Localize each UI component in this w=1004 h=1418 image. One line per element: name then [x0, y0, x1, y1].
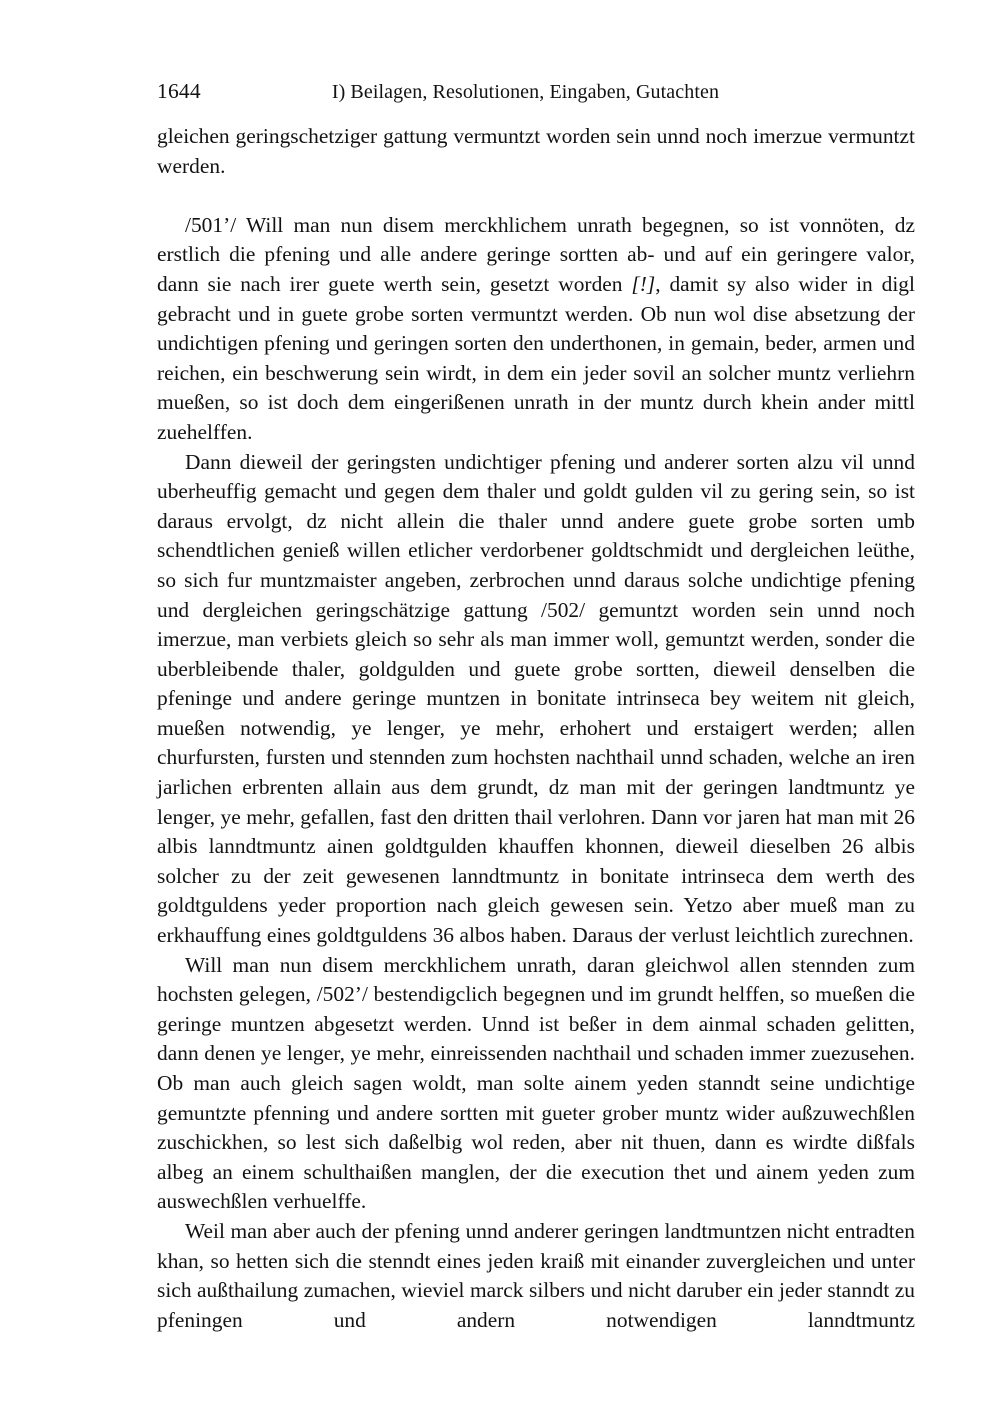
- paragraph-2-part-b: , damit sy also wider in digl gebracht und in guete grobe sorten vermuntzt werden. Ob nun wol dise absetzung der undichtigen pfening und geringen sorten den underthonen, in gemain, beder, armen und reichen, ein beschwerung sein wirdt, in dem ein jeder sovil an solcher muntz verliehrn mueßen, so ist doch dem eingerißenen unrath in der muntz durch khein ander mittl zuehelffen.: [157, 271, 915, 444]
- paragraph-2-part-a: /501’/ Will man nun disem merckhlichem unrath begegnen, so ist vonnöten, dz erstlich die pfening und alle andere geringe sortten ab- und auf ein geringere valor, dann sie nach irer guete werth sein, gesetzt worden: [157, 212, 915, 296]
- body-text-block: [157, 122, 915, 1365]
- page-number: 1644: [157, 79, 201, 103]
- paragraph-2: [157, 211, 915, 448]
- running-head: [157, 78, 915, 104]
- editorial-marker: [!]: [631, 271, 656, 296]
- paragraph-3: Dann dieweil der geringsten undichtiger pfening und anderer sorten alzu vil unnd uberheuffig gemacht und gegen dem thaler und goldt gulden vil zu gering sein, so ist daraus ervolgt, dz nicht allein die thaler unnd andere guete grobe sorten umb schendtlichen genieß willen etlicher verdorbener goldtschmidt und dergleichen leüthe, so sich fur muntzmaister angeben, zerbrochen unnd daraus solche undichtige pfening und dergleichen geringschätzige gattung /502/ gemuntzt worden sein unnd noch imerzue, man verbiets gleich so sehr als man immer woll, gemuntzt werden, sonder die uberbleibende thaler, goldgulden und guete grobe sortten, dieweil denselben die pfeninge und andere geringe muntzen in bonitate intrinseca bey weitem nit gleich, mueßen notwendig, ye lenger, ye mehr, erhohert und erstaigert werden; allen churfursten, fursten und stennden zum hochsten nachthail unnd schaden, welche an iren jarlichen erbrenten allain aus dem grundt, dz man mit der geringen landtmuntz ye lenger, ye mehr, gefallen, fast den dritten thail verlohren. Dann vor jaren hat man mit 26 albis lanndtmuntz ainen goldtgulden khauffen khonnen, dieweil dieselben 26 albis solcher zu der zeit gewesenen lanndtmuntz in bonitate intrinseca dem werth des goldtguldens yeder proportion nach gleich gewesen sein. Yetzo aber mueß man zu erkhauffung eines goldtguldens 36 albos haben. Daraus der verlust leichtlich zurechnen.: [157, 449, 915, 948]
- paragraph-4: Will man nun disem merckhlichem unrath, daran gleichwol allen stennden zum hochsten gelegen, /502’/ bestendigclich begegnen und im grundt helffen, so mueßen die geringe muntzen abgesetzt werden. Unnd ist beßer in dem ainmal schaden gelitten, dann denen ye lenger, ye mehr, einreissenden nachthail und schaden immer zuezusehen. Ob man auch gleich sagen woldt, man solte ainem yeden stanndt seine undichtige gemuntzte pfenning und andere sortten mit gueter grober muntz wider außzuwechßlen zuschickhen, so lest sich daßelbig wol reden, aber nit thuen, dann es wirdte dißfals albeg an einem schulthaißen manglen, der die execution thet und ainem yeden zum auswechßlen verhuelffe.: [157, 952, 915, 1214]
- paragraph-1: gleichen geringschetziger gattung vermuntzt worden sein unnd noch imerzue vermuntzt werden.: [157, 124, 915, 178]
- paragraph-5: Weil man aber auch der pfening unnd anderer geringen landtmuntzen nicht entradten khan, so hetten sich die stenndt eines jeden kraiß mit einander zuvergleichen und unter sich außthailung zumachen, wieviel marck silbers und nicht daruber ein jeder stanndt zu pfeningen und andern notwendigen lanndtmuntz: [157, 1218, 915, 1332]
- running-head-title: I) Beilagen, Resolutionen, Eingaben, Gutachten: [331, 81, 720, 103]
